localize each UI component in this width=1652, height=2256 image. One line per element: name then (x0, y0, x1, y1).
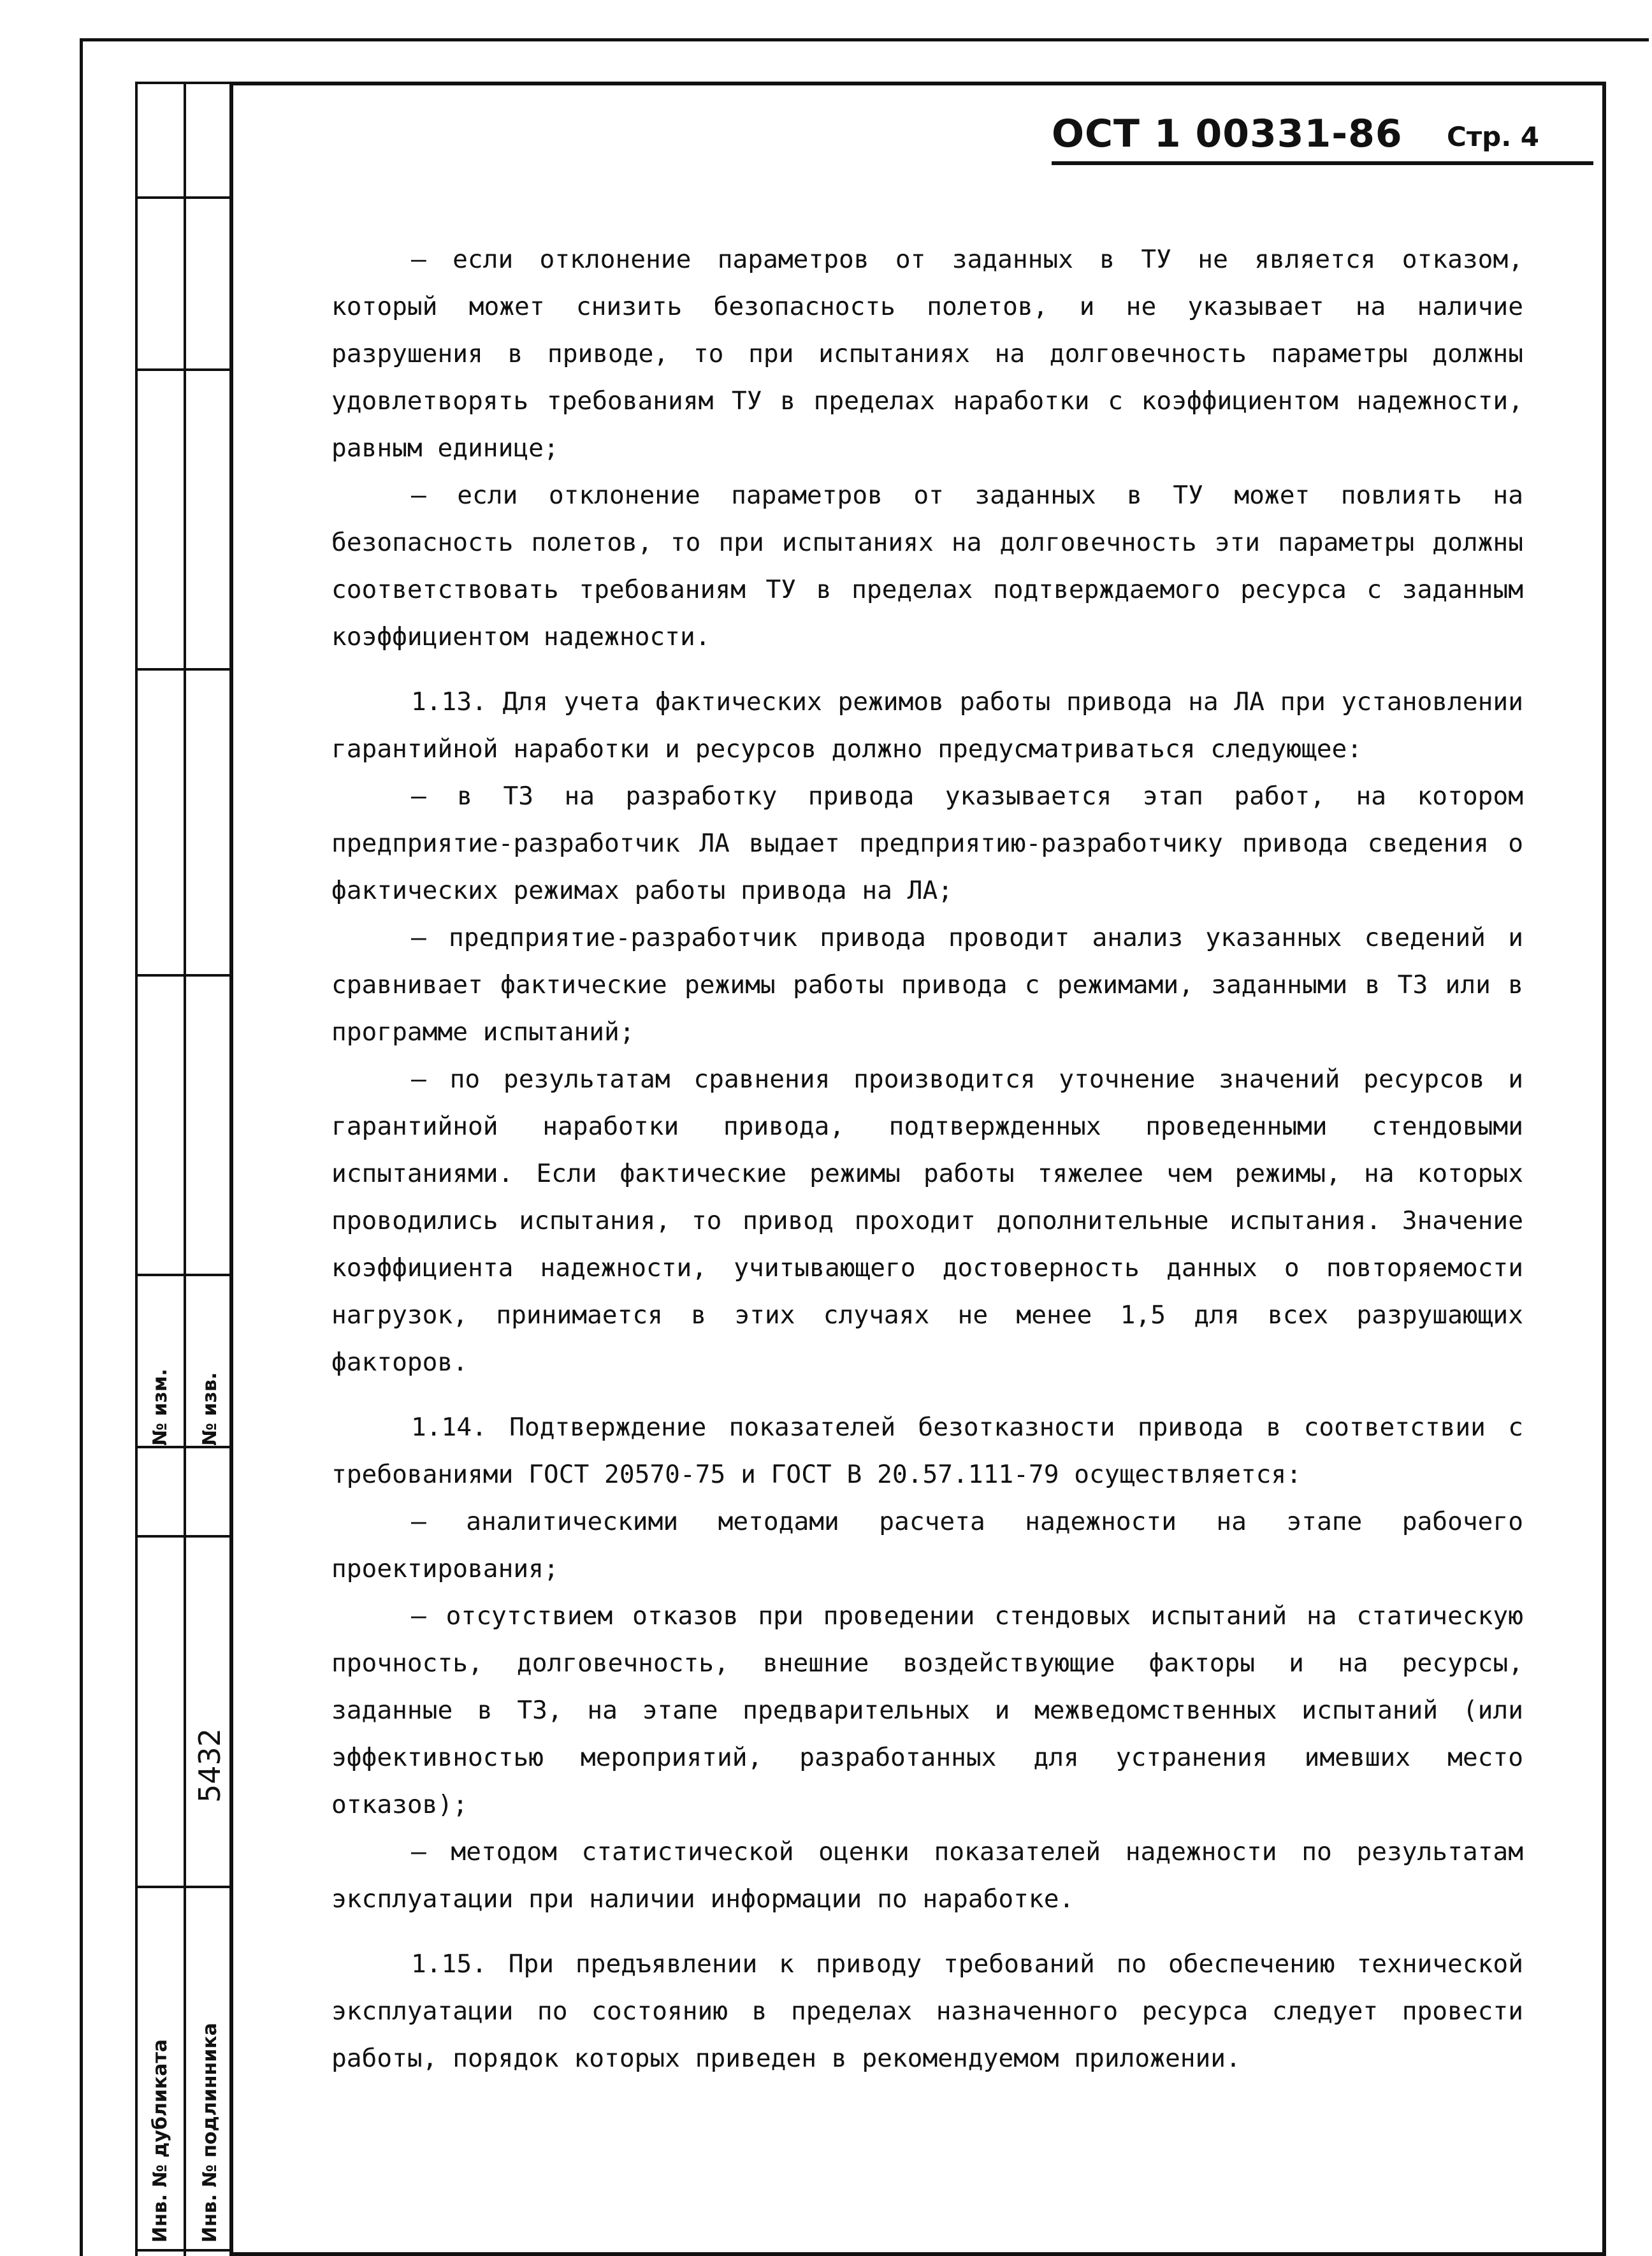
paragraph: – если отклонение параметров от заданных в ТУ не является отказом, который может снизить безопасность полетов, и не указывает на наличие разрушения в приводе, то при испытаниях на долговечность параметры должны удовлетворять требованиям ТУ в пределах наработки с коэффициентом надежности, равным единице; (331, 245, 1523, 463)
paragraph: – аналитическими методами расчета надежности на этапе рабочего проектирования; (331, 1507, 1523, 1583)
paragraph: – предприятие-разработчик привода проводит анализ указанных сведений и сравнивает фактические режимы работы привода с режимами, заданными в ТЗ или в программе испытаний; (331, 923, 1523, 1047)
clause-1-15: 1.15. При предъявлении к приводу требований по обеспечению технической эксплуатации по состоянию в пределах назначенного ресурса следует провести работы, порядок которых приведен в рекомендуемом приложении. (331, 1949, 1523, 2073)
paragraph: – отсутствием отказов при проведении стендовых испытаний на статическую прочность, долговечность, внешние воздействующие факторы и на ресурсы, заданные в ТЗ, на этапе предварительных и межведомственных испытаний (или эффективностью мероприятий, разработанных для устранения имевших место отказов); (331, 1601, 1523, 1819)
original-inv-label: Инв. № подлинника (199, 2023, 221, 2243)
clause-1-13: 1.13. Для учета фактических режимов работы привода на ЛА при установлении гарантийной наработки и ресурсов должно предусматриваться следующее: (331, 687, 1523, 764)
original-inv-value: 5432 (192, 1728, 227, 1803)
paragraph: – если отклонение параметров от заданных в ТУ может повлиять на безопасность полетов, то при испытаниях на долговечность эти параметры должны соответствовать требованиям ТУ в пределах подтверждаемого ресурса с заданным коэффициентом надежности. (331, 481, 1523, 651)
document-body (331, 236, 1523, 2082)
paragraph: – в ТЗ на разработку привода указывается этап работ, на котором предприятие-разработчик ЛА выдает предприятию-разработчику привода сведения о фактических режимах работы привода на ЛА; (331, 782, 1523, 905)
duplicate-inv-label: Инв. № дубликата (149, 2039, 171, 2243)
standard-code: ОСТ 1 00331-86 (1052, 112, 1403, 156)
paragraph: – методом статистической оценки показателей надежности по результатам эксплуатации при наличии информации по наработке. (331, 1837, 1523, 1914)
margin-stamp-strip (135, 82, 233, 2256)
header-underline (1052, 161, 1593, 165)
rev-no-label: № изм. (149, 1369, 171, 1446)
page-number: Стр. 4 (1447, 121, 1540, 152)
notice-no-label: № изв. (199, 1372, 221, 1446)
paragraph: – по результатам сравнения производится уточнение значений ресурсов и гарантийной наработки привода, подтвержденных проведенными стендовыми испытаниями. Если фактические режимы работы тяжелее чем режимы, на которых проводились испытания, то привод проходит дополнительные испытания. Значение коэффициента надежности, учитывающего достоверность данных о повторяемости нагрузок, принимается в этих случаях не менее 1,5 для всех разрушающих факторов. (331, 1065, 1523, 1377)
clause-1-14: 1.14. Подтверждение показателей безотказности привода в соответствии с требованиями ГОСТ 20570-75 и ГОСТ В 20.57.111-79 осуществляется: (331, 1413, 1523, 1489)
